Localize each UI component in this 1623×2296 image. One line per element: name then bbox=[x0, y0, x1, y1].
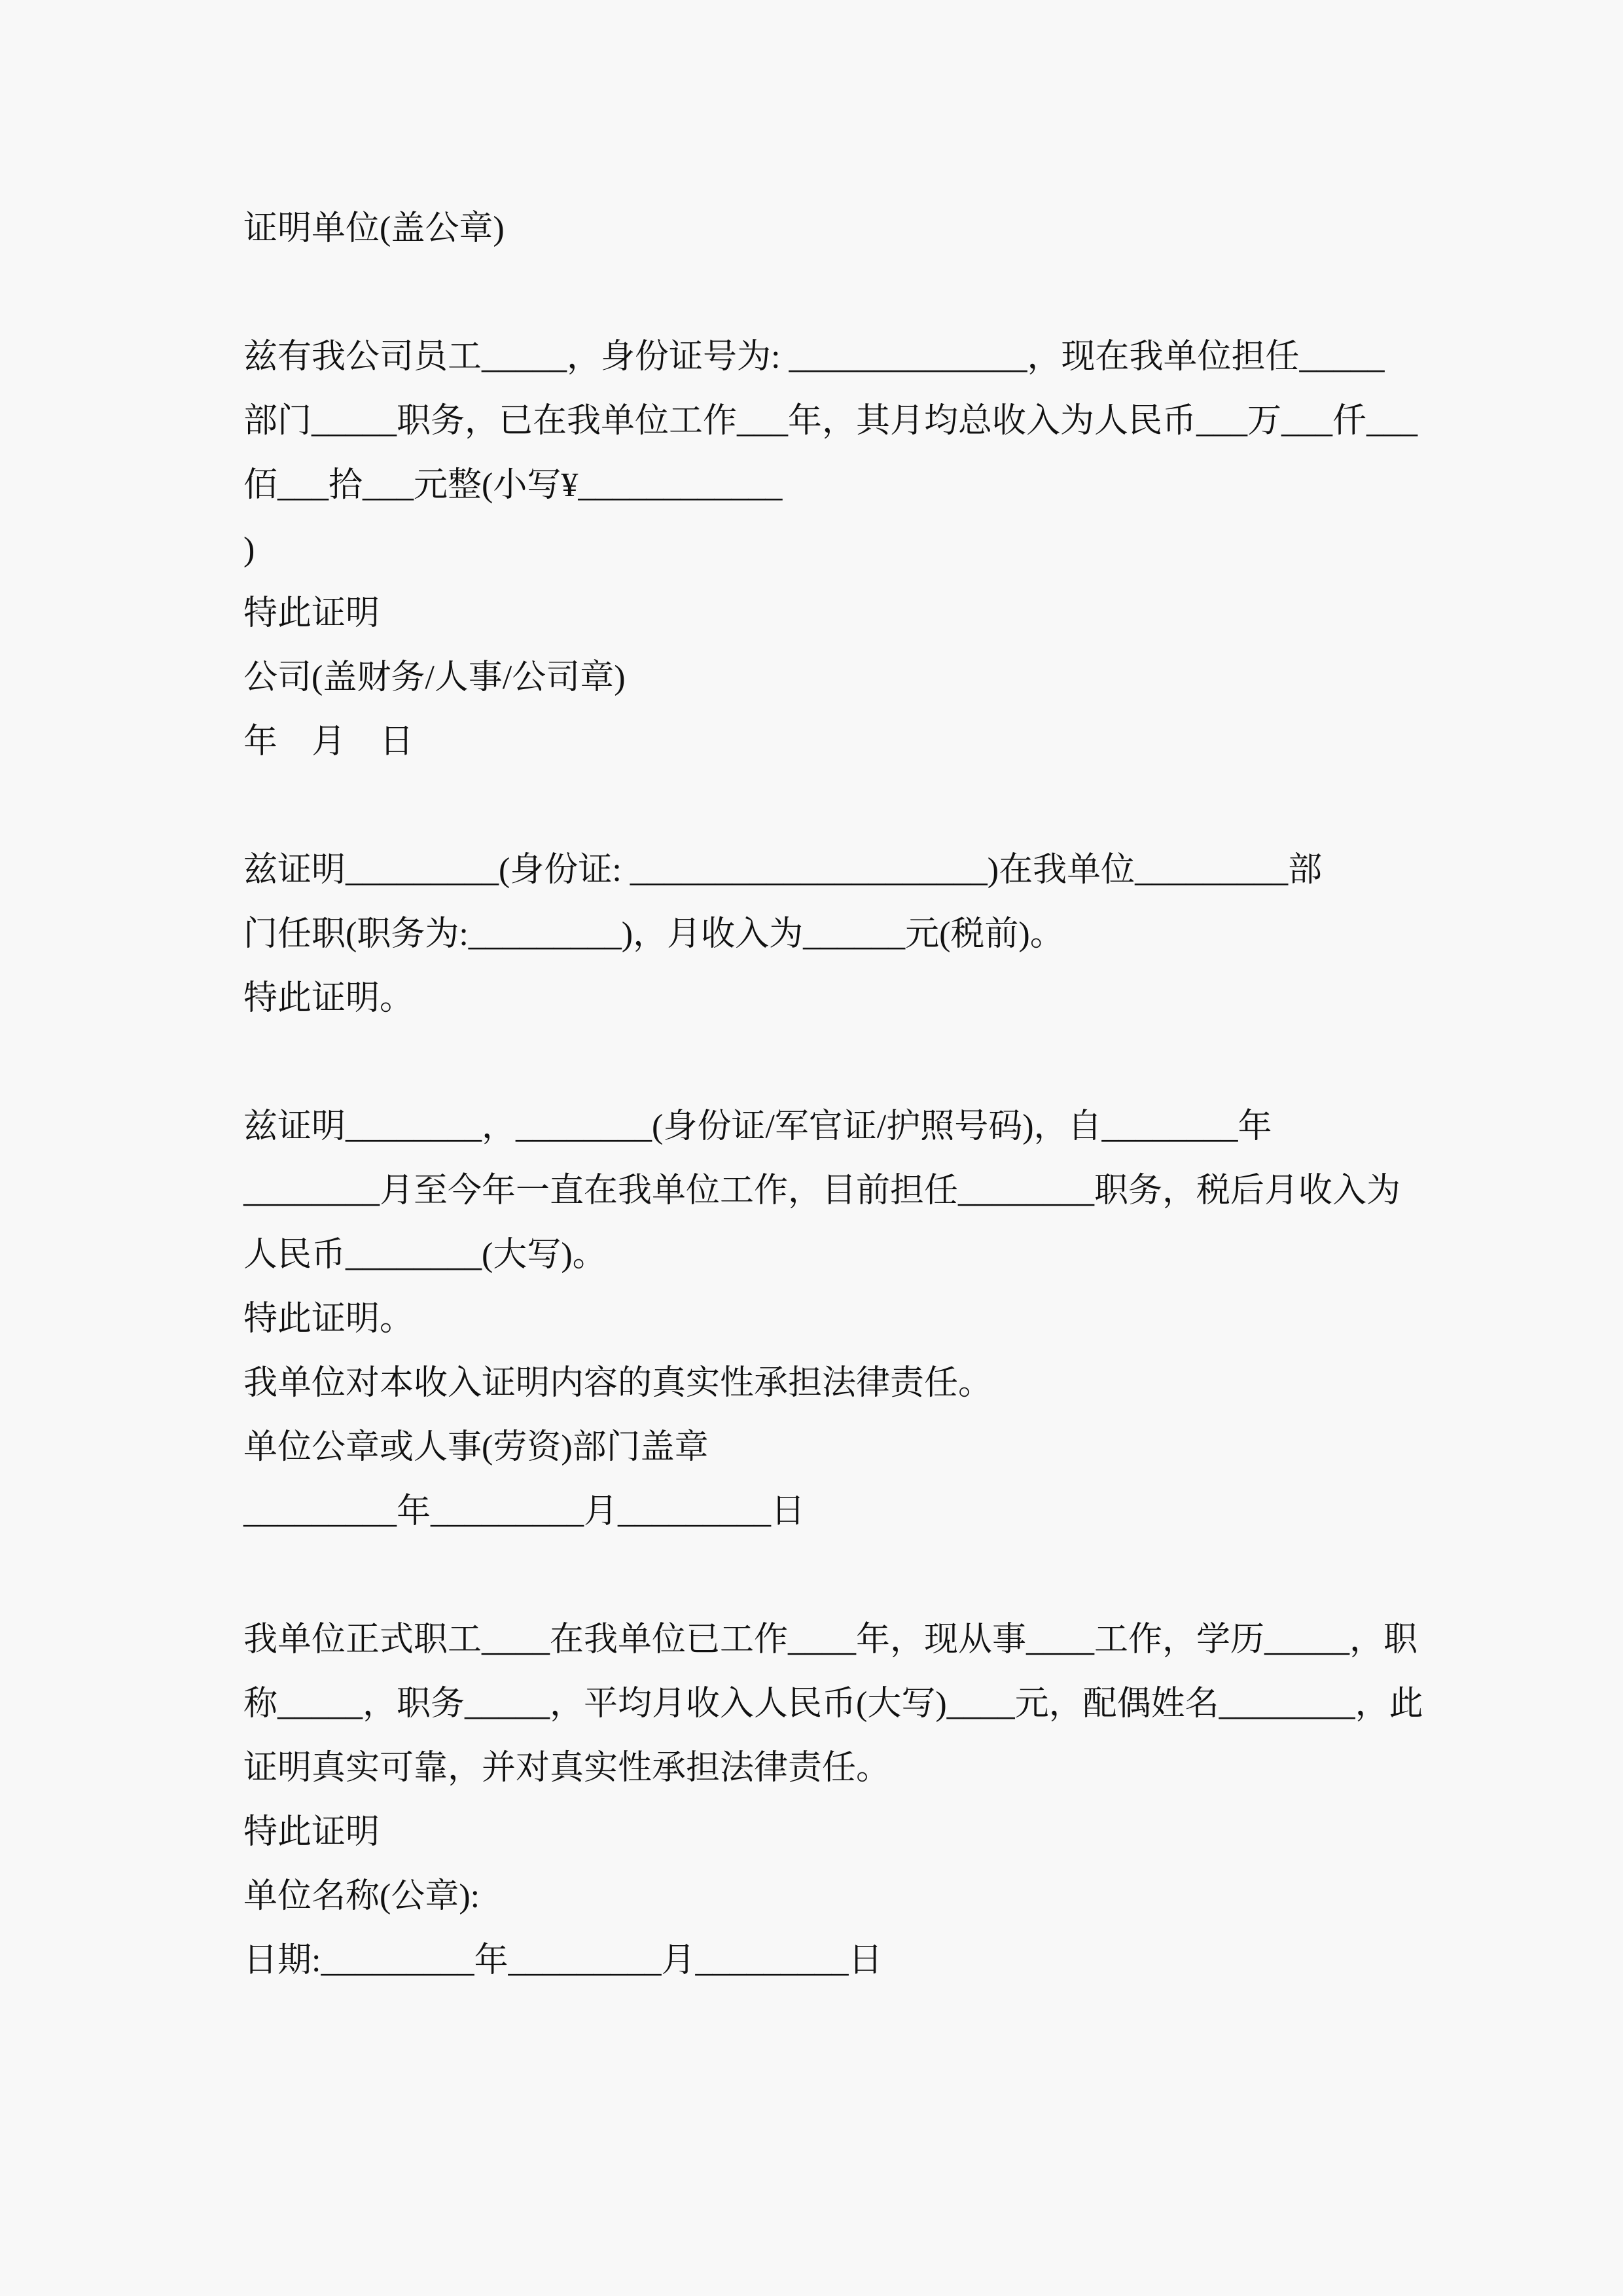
text-line: 单位公章或人事(劳资)部门盖章 bbox=[243, 1429, 709, 1466]
text-line: 称_____，职务_____，平均月收入人民币(大写)____元，配偶姓名________，此 bbox=[243, 1685, 1423, 1723]
blank-line bbox=[243, 774, 1382, 838]
text-line: 特此证明 bbox=[243, 595, 380, 632]
text-line: 我单位正式职工____在我单位已工作____年，现从事____工作，学历_____，职 bbox=[243, 1621, 1418, 1659]
document-title-line: 证明单位(盖公章) bbox=[243, 210, 505, 247]
text-line: 特此证明。 bbox=[243, 1300, 414, 1338]
text-line: 单位名称(公章): bbox=[243, 1878, 480, 1915]
blank-line bbox=[243, 1031, 1382, 1095]
text-line: 人民币________(大写)。 bbox=[243, 1236, 607, 1274]
text-line: 部门_____职务，已在我单位工作___年，其月均总收入为人民币___万___仟___ bbox=[243, 403, 1418, 440]
text-line: ________月至今年一直在我单位工作，目前担任________职务，税后月收入为 bbox=[243, 1172, 1401, 1210]
section-certificate-3 bbox=[243, 1095, 1401, 1544]
text-line: 特此证明。 bbox=[243, 980, 414, 1017]
section-header bbox=[243, 197, 1382, 261]
text-line: 日期:_________年_________月_________日 bbox=[243, 1942, 883, 1979]
text-line: ) bbox=[243, 531, 255, 568]
text-line: 公司(盖财务/人事/公司章) bbox=[243, 659, 626, 696]
text-line: 年 月 日 bbox=[243, 723, 414, 761]
text-line: 门任职(职务为:_________)，月收入为______元(税前)。 bbox=[243, 916, 1064, 953]
section-certificate-4 bbox=[243, 1608, 1423, 1993]
text-line: 兹证明________，________(身份证/军官证/护照号码)，自________年 bbox=[243, 1108, 1272, 1145]
blank-line bbox=[243, 261, 1382, 325]
document-body bbox=[243, 197, 1423, 1993]
blank-line bbox=[243, 1544, 1382, 1608]
text-line: 特此证明 bbox=[243, 1814, 380, 1851]
text-line: 佰___拾___元整(小写¥____________ bbox=[243, 467, 783, 504]
text-line: 证明真实可靠，并对真实性承担法律责任。 bbox=[243, 1749, 891, 1787]
section-certificate-2 bbox=[243, 838, 1382, 1031]
section-certificate-1 bbox=[243, 325, 1418, 774]
text-line: 兹证明_________(身份证: _____________________)在我单位_________部 bbox=[243, 852, 1323, 889]
text-line: 我单位对本收入证明内容的真实性承担法律责任。 bbox=[243, 1365, 993, 1402]
text-line: 兹有我公司员工_____，身份证号为: ______________，现在我单位担任_____ bbox=[243, 338, 1385, 376]
text-line: _________年_________月_________日 bbox=[243, 1493, 806, 1530]
